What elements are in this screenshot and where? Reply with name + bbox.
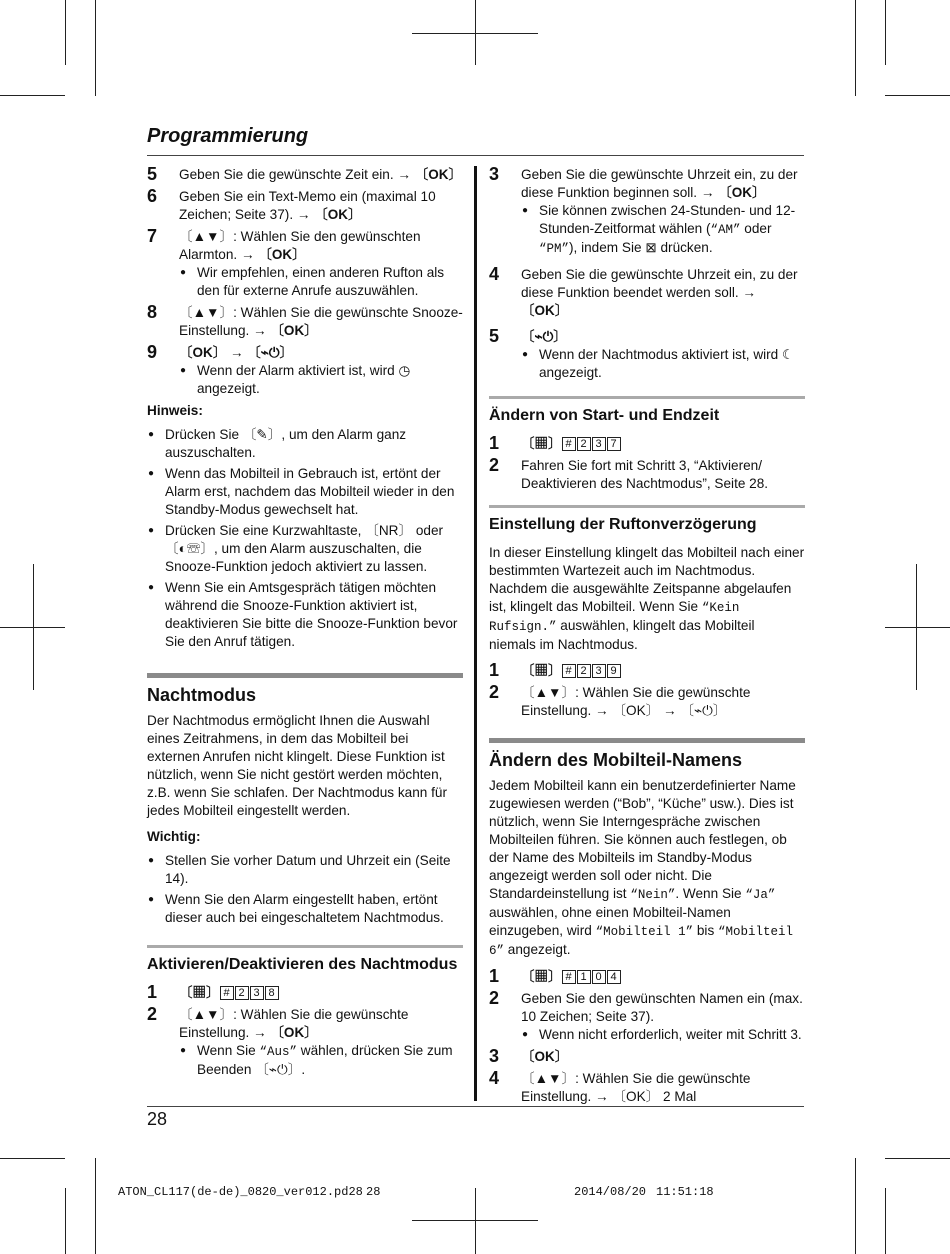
bullet-item: ● Wenn der Alarm aktiviert ist, wird ◷ angezeigt. (179, 362, 463, 398)
key-sequence: # 2 3 9 (562, 664, 622, 678)
step: 1 〔▦〕 # 2 3 9 (489, 662, 805, 680)
bullet-item: ● Sie können zwischen 24-Stunden- und 12-Stunden-Zeitformat wählen (“AM” oder “PM”), indem Sie ⊠ drücken. (521, 202, 805, 258)
footer-rule (147, 1106, 804, 1107)
step: 3 Geben Sie die gewünschte Uhrzeit ein, zu der diese Funktion beginnen soll. → 〔OK〕 ● Sie können zwischen 24-Stunden- und 12-Stunden-Zeitformat wählen (“AM” oder “PM”), indem Sie ⊠ drücken. (489, 166, 805, 258)
crop-mark (65, 0, 66, 65)
step: 5 〔⌁⏻〕 ● Wenn der Nachtmodus aktiviert ist, wird ☾ angezeigt. (489, 328, 805, 382)
crop-mark (916, 564, 917, 690)
section-nachtmodus (147, 673, 463, 927)
bullet-item: ● Wenn Sie “Aus” wählen, drücken Sie zum Beenden 〔⌁⏻〕. (179, 1042, 463, 1079)
step: 2 Geben Sie den gewünschten Namen ein (max. 10 Zeichen; Seite 37). ● Wenn nicht erforderlich, weiter mit Schritt 3. (489, 990, 805, 1044)
crop-mark (885, 1158, 950, 1159)
print-file-name: ATON_CL117(de-de)_0820_ver012.pd28 (118, 1185, 363, 1199)
note-item: ● Drücken Sie 〔✎〕, um den Alarm ganz auszuschalten. (147, 426, 463, 462)
step: 1 〔▦〕 # 2 3 7 (489, 435, 805, 453)
crop-mark (885, 0, 886, 65)
bullet-item: ● Wenn nicht erforderlich, weiter mit Schritt 3. (521, 1026, 805, 1044)
crop-mark (412, 1220, 538, 1221)
step: 5 Geben Sie die gewünschte Zeit ein. → 〔OK〕 (147, 164, 463, 184)
step: 7 〔▲▼〕: Wählen Sie den gewünschten Alarmton. → 〔OK〕 ● Wir empfehlen, einen anderen Rufton als den für externe Anrufe auszuwählen. (147, 228, 463, 300)
important-item: ● Stellen Sie vorher Datum und Uhrzeit ein (Seite 14). (147, 852, 463, 888)
crop-mark (885, 627, 950, 628)
section-ruftonverzoegerung (489, 505, 805, 720)
step: 2 〔▲▼〕: Wählen Sie die gewünschte Einstellung. → 〔OK〕 ● Wenn Sie “Aus” wählen, drücken Sie zum Beenden 〔⌁⏻〕. (147, 1006, 463, 1079)
section-aktivieren (147, 945, 463, 1079)
page-title: Programmierung (147, 125, 309, 147)
note-item: ● Wenn Sie ein Amtsgespräch tätigen möchten während die Snooze-Funktion aktiviert ist, deaktivieren Sie bitte die Snooze-Funktion bevor Sie den Anruf tätigen. (147, 579, 463, 651)
page-number: 28 (147, 1109, 168, 1129)
section-start-endzeit (489, 396, 805, 493)
bullet-item: ● Wenn der Nachtmodus aktiviert ist, wird ☾ angezeigt. (521, 346, 805, 382)
section-title: Aktivieren/Deaktivieren des Nachtmodus (147, 956, 458, 973)
section-title: Ändern von Start- und Endzeit (489, 407, 720, 424)
note-label: Hinweis: (147, 403, 203, 418)
section-title: Einstellung der Ruftonverzögerung (489, 516, 757, 533)
print-date: 2014/08/20 (574, 1185, 647, 1199)
crop-mark (33, 564, 34, 690)
left-column (147, 166, 463, 1083)
crop-mark (0, 95, 65, 96)
section-title: Ändern des Mobilteil-Namens (489, 750, 743, 770)
column-divider (474, 166, 477, 1101)
key-sequence: # 2 3 7 (562, 437, 622, 451)
step: 6 Geben Sie ein Text-Memo ein (maximal 10 Zeichen; Seite 37). → 〔OK〕 (147, 186, 436, 222)
section-intro: Jedem Mobilteil kann ein benutzerdefinierter Name zugewiesen werden (“Bob”, “Küche” usw.). Dies ist nützlich, wenn Sie Interngespräche zwischen Mobilteilen führen. Sie können auch festlegen, ob der Name des Mobilteils im Standby-Modus angezeigt werden soll oder nicht. Die Standardeinstellung ist “Nein”. Wenn Sie “Ja” auswählen, ohne einen Mobilteil-Namen einzugeben, wird “Mobilteil 1” bis “Mobilteil 6” angezeigt. (489, 778, 796, 958)
step: 3 〔OK〕 (489, 1046, 569, 1066)
crop-mark (412, 33, 538, 34)
print-file-page: 28 (366, 1185, 381, 1199)
crop-mark (95, 1158, 96, 1254)
important-item: ● Wenn Sie den Alarm eingestellt haben, ertönt dieser auch bei eingeschaltetem Nachtmodus. (147, 891, 463, 927)
important-label: Wichtig: (147, 829, 201, 844)
step: 2 〔▲▼〕: Wählen Sie die gewünschte Einstellung. → 〔OK〕 → 〔⌁⏻〕 (489, 682, 751, 718)
crop-mark (855, 1158, 856, 1254)
step: 4 Geben Sie die gewünschte Uhrzeit ein, zu der diese Funktion beendet werden soll. → 〔OK〕 (489, 264, 798, 318)
section-intro: In dieser Einstellung klingelt das Mobilteil nach einer bestimmten Wartezeit auch im Nachtmodus. Nachdem die ausgewählte Zeitspanne abgelaufen ist, klingelt das Mobilteil. Wenn Sie “Kein Rufsign.” auswählen, klingelt das Mobilteil niemals im Nachtmodus. (489, 545, 805, 652)
key-sequence: # 1 0 4 (562, 970, 622, 984)
crop-mark (475, 1188, 476, 1254)
key-sequence: # 2 3 8 (220, 986, 280, 1000)
right-column (489, 166, 805, 1110)
crop-mark (855, 0, 856, 96)
section-intro: Der Nachtmodus ermöglicht Ihnen die Auswahl eines Zeitrahmens, in dem das Mobilteil bei externen Anrufen nicht klingelt. Diese Funktion ist nützlich, wenn Sie nicht gestört werden möchten, z.B. wenn Sie schlafen. Der Nachtmodus kann für jedes Mobilteil eingestellt werden. (147, 713, 447, 818)
crop-mark (0, 1158, 65, 1159)
page-header (147, 125, 804, 156)
note-item: ● Wenn das Mobilteil in Gebrauch ist, ertönt der Alarm erst, nachdem das Mobilteil wieder in den Standby-Modus gewechselt hat. (147, 465, 463, 519)
crop-mark (885, 1188, 886, 1254)
bullet-item: ● Wir empfehlen, einen anderen Rufton als den für externe Anrufe auszuwählen. (179, 264, 463, 300)
step: 1 〔▦〕 # 1 0 4 (489, 968, 805, 986)
crop-mark (65, 1188, 66, 1254)
step: 4 〔▲▼〕: Wählen Sie die gewünschte Einstellung. → 〔OK〕 2 Mal (489, 1068, 751, 1104)
step: 8 〔▲▼〕: Wählen Sie die gewünschte Snooze-Einstellung. → 〔OK〕 (147, 302, 463, 338)
crop-mark (885, 95, 950, 96)
crop-mark (95, 0, 96, 96)
note-item: ● Drücken Sie eine Kurzwahltaste, 〔NR〕 oder 〔◐☏〕, um den Alarm auszuschalten, die Snooze-Funktion jedoch aktiviert zu lassen. (147, 522, 463, 576)
step: 1 〔▦〕 # 2 3 8 (147, 984, 463, 1002)
step: 9 〔OK〕 → 〔⌁⏻〕 ● Wenn der Alarm aktiviert ist, wird ◷ angezeigt. (147, 344, 463, 398)
step: 2 Fahren Sie fort mit Schritt 3, “Aktivieren/ Deaktivieren des Nachtmodus”, Seite 28. (489, 455, 769, 491)
print-time: 11:51:18 (656, 1185, 714, 1199)
section-mobilteil-name (489, 738, 805, 1106)
section-title: Nachtmodus (147, 685, 257, 705)
